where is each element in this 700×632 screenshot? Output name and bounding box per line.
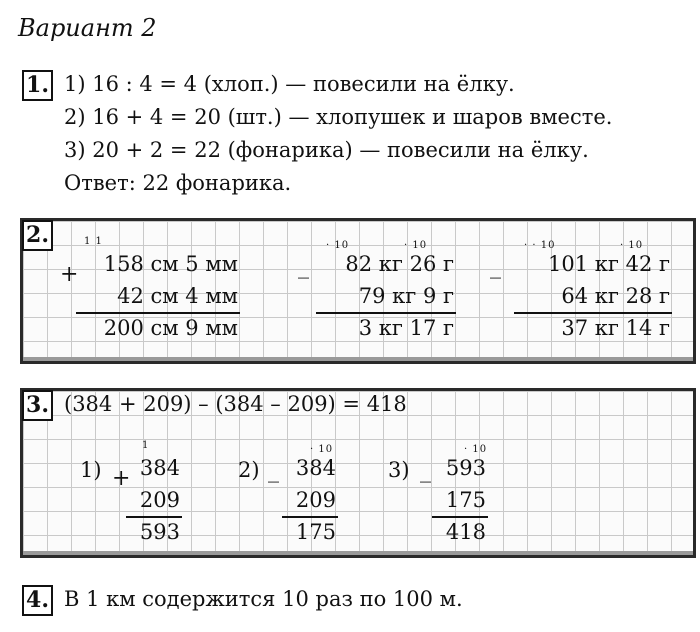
task-2-col1-top: 158 см 5 мм bbox=[103, 252, 238, 276]
task-3-item1-rule bbox=[126, 516, 182, 518]
task-2-col1-sign: + bbox=[60, 262, 79, 287]
task-2-col3-top: 101 кг 42 г bbox=[548, 252, 670, 276]
task-3-item3-result: 418 bbox=[445, 520, 486, 544]
task-2-col2-bottom: 79 кг 9 г bbox=[358, 284, 454, 308]
task-3-item2-bottom: 209 bbox=[295, 488, 336, 512]
task-4-text: В 1 км содержится 10 раз по 100 м. bbox=[64, 587, 463, 611]
task-3-item1-label: 1) bbox=[80, 458, 102, 482]
task-3-item2-result: 175 bbox=[295, 520, 336, 544]
task-2-col2-rule bbox=[316, 312, 456, 314]
task-2-col2-result: 3 кг 17 г bbox=[358, 316, 454, 340]
task-3-item3-rule bbox=[432, 516, 488, 518]
task-2-col1-carry: 1 1 bbox=[84, 236, 103, 247]
task-1-line-3: 3) 20 + 2 = 22 (фонарика) — повесили на ёлку. bbox=[64, 138, 589, 162]
task-2-col1-bottom: 42 см 4 мм bbox=[117, 284, 238, 308]
task-3-item1-top: 384 bbox=[139, 456, 180, 480]
task-3-item3-label: 3) bbox=[388, 458, 410, 482]
task-3-item1-sign: + bbox=[112, 466, 131, 491]
task-3-item1-result: 593 bbox=[139, 520, 180, 544]
task-3-item2-label: 2) bbox=[238, 458, 260, 482]
task-1-line-2: 2) 16 + 4 = 20 (шт.) — хлопушек и шаров вместе. bbox=[64, 105, 613, 129]
task-3-item3-bottom: 175 bbox=[445, 488, 486, 512]
task-3-item2-rule bbox=[282, 516, 338, 518]
task-2-col1-result: 200 см 9 мм bbox=[103, 316, 238, 340]
task-2-col3-rule bbox=[514, 312, 672, 314]
task-2-col2-top: 82 кг 26 г bbox=[345, 252, 454, 276]
task-2-col3-carry: · · 10 bbox=[524, 240, 556, 251]
task-3-item1-bottom: 209 bbox=[139, 488, 180, 512]
task-2-col2-carry: · 10 bbox=[326, 240, 350, 251]
task-2-col3-bottom: 64 кг 28 г bbox=[561, 284, 670, 308]
task-2-col1-rule bbox=[76, 312, 240, 314]
task-1-answer: Ответ: 22 фонарика. bbox=[64, 171, 292, 195]
task-2-col3-carry-2: · 10 bbox=[620, 240, 644, 251]
task-2-col3-sign: _ bbox=[490, 254, 501, 279]
page-title: Вариант 2 bbox=[18, 14, 157, 42]
task-3-item3-top: 593 bbox=[445, 456, 486, 480]
task-3-item1-carry: 1 bbox=[142, 440, 150, 451]
task-2-col2-carry-2: · 10 bbox=[404, 240, 428, 251]
task-2-col2-sign: _ bbox=[298, 254, 309, 279]
task-3-item2-carry: · 10 bbox=[310, 444, 334, 455]
task-1-line-1: 1) 16 : 4 = 4 (хлоп.) — повесили на ёлку. bbox=[64, 72, 515, 96]
task-3-item3-carry: · 10 bbox=[464, 444, 488, 455]
task-3-number: 3. bbox=[22, 390, 53, 421]
task-3-item3-sign: _ bbox=[420, 458, 431, 483]
task-1-number: 1. bbox=[22, 70, 53, 101]
task-3-item2-top: 384 bbox=[295, 456, 336, 480]
task-4-number: 4. bbox=[22, 585, 53, 616]
task-2-col3-result: 37 кг 14 г bbox=[561, 316, 670, 340]
task-3-expression: (384 + 209) – (384 – 209) = 418 bbox=[64, 392, 407, 416]
task-3-item2-sign: _ bbox=[268, 458, 279, 483]
task-2-number: 2. bbox=[22, 220, 53, 251]
